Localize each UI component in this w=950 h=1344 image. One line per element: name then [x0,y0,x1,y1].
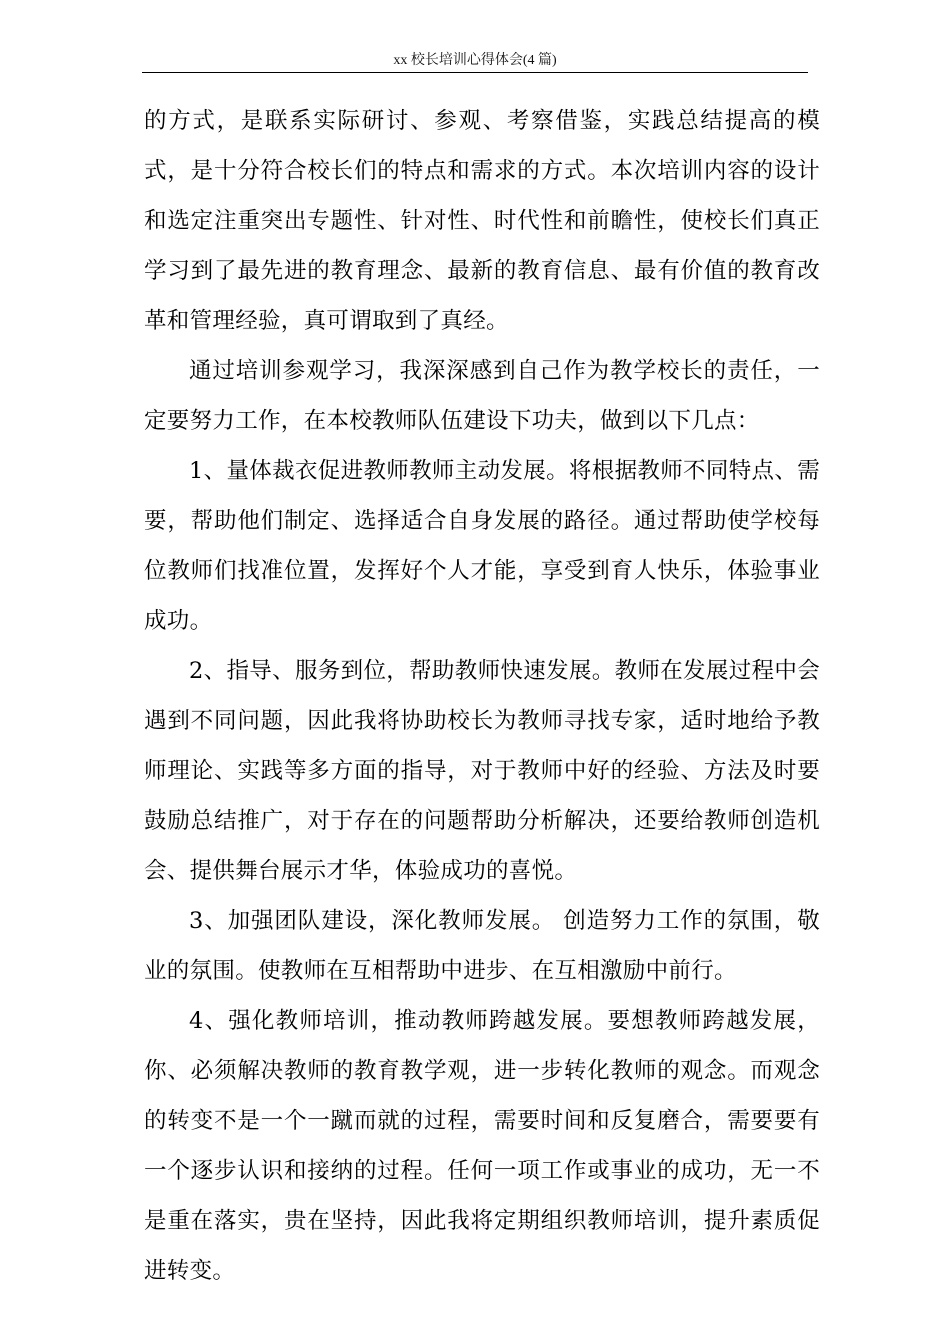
paragraph-point-1: 1、量体裁衣促进教师教师主动发展。将根据教师不同特点、需要，帮助他们制定、选择适合自身发展的路径。通过帮助使学校每位教师们找准位置，发挥好个人才能，享受到育人快乐，体验事业成功。 [144,458,820,634]
paragraph-continuation: 的方式，是联系实际研讨、参观、考察借鉴，实践总结提高的模式，是十分符合校长们的特点和需求的方式。本次培训内容的设计和选定注重突出专题性、针对性、时代性和前瞻性，使校长们真正学习到了最先进的教育理念、最新的教育信息、最有价值的教育改革和管理经验，真可谓取到了真经。 [144,108,820,334]
page-header-title: xx 校长培训心得体会(4 篇) [393,53,557,68]
header-divider [142,72,808,73]
paragraph-point-3: 3、加强团队建设，深化教师发展。 创造努力工作的氛围，敬业的氛围。使教师在互相帮助中进步、在互相激励中前行。 [144,908,820,984]
document-body [144,96,820,1296]
paragraph-intro-responsibility: 通过培训参观学习，我深深感到自己作为教学校长的责任，一定要努力工作，在本校教师队伍建设下功夫，做到以下几点： [144,358,820,434]
paragraph-point-4: 4、强化教师培训，推动教师跨越发展。要想教师跨越发展，你、必须解决教师的教育教学观，进一步转化教师的观念。而观念的转变不是一个一蹴而就的过程，需要时间和反复磨合，需要要有一个逐步认识和接纳的过程。任何一项工作或事业的成功，无一不是重在落实，贵在坚持，因此我将定期组织教师培训，提升素质促进转变。 [144,1008,820,1284]
paragraph-point-2: 2、指导、服务到位，帮助教师快速发展。教师在发展过程中会遇到不同问题，因此我将协助校长为教师寻找专家，适时地给予教师理论、实践等多方面的指导，对于教师中好的经验、方法及时要鼓励总结推广，对于存在的问题帮助分析解决，还要给教师创造机会、提供舞台展示才华，体验成功的喜悦。 [144,658,820,884]
